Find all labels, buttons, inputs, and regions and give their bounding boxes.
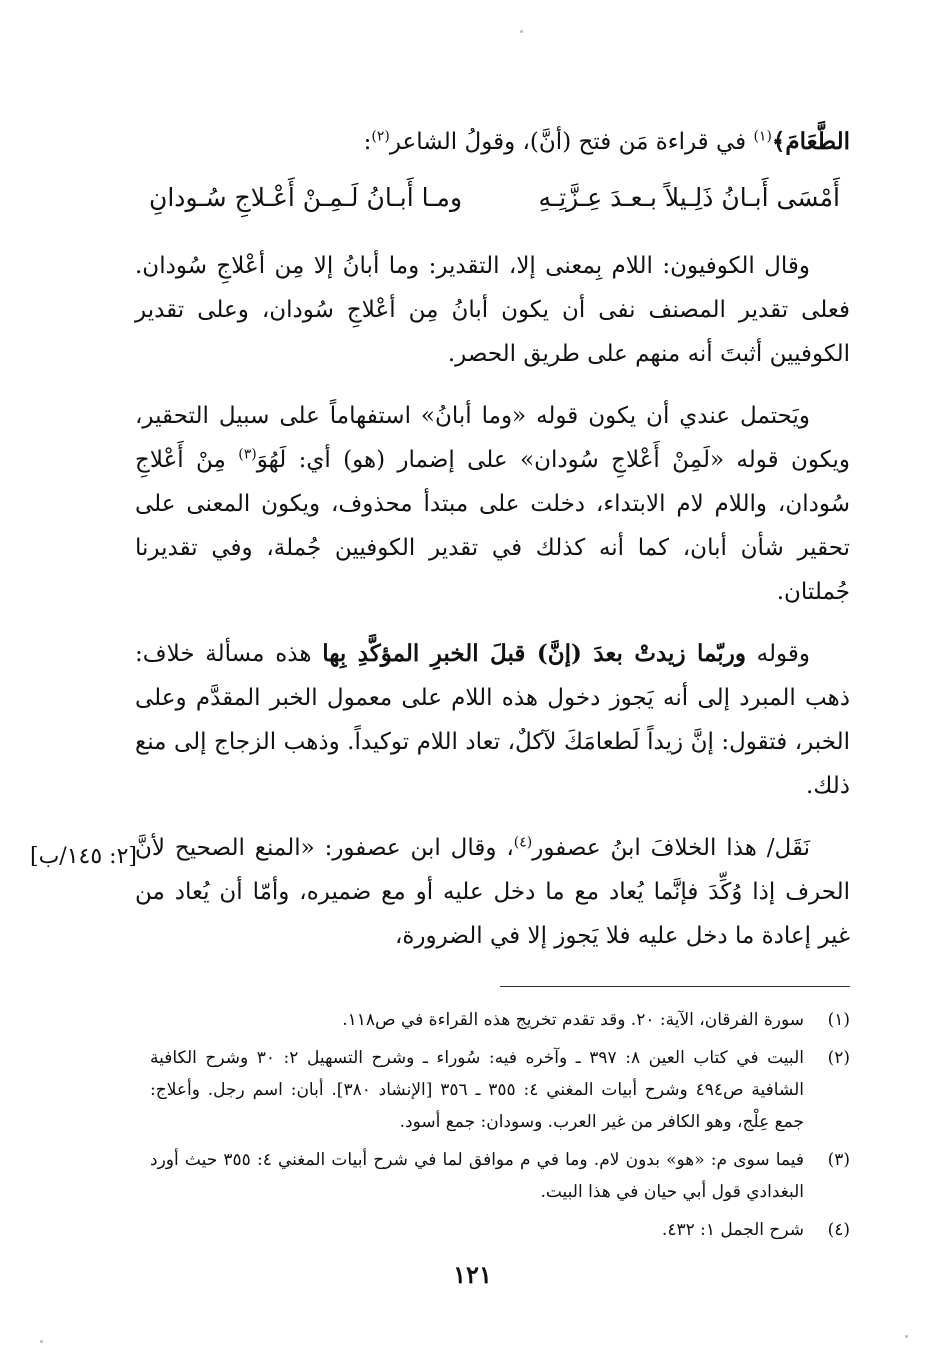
footnote-ref-3[interactable]: (٣): [238, 446, 257, 463]
scan-speck: [40, 1340, 43, 1343]
paragraph-yahtamil: [135, 394, 850, 614]
footnote-ref-4[interactable]: (٤): [513, 834, 533, 851]
yahtamil-text-1: ويَحتمل عندي أن يكون قوله «وما أبانُ» استفهاماً على سبيل التحقير، ويكون قوله «لَمِنْ أَعْلاجِ سُودان» على إضمار (هو) أي: لَهُوَ: [135, 403, 851, 473]
paragraph-wa-rubbama: [135, 632, 850, 808]
verse-first-hemistich: أَمْسَى أَبـانُ ذَلِـيلاً بـعـدَ عِـزَّتِـهِ: [538, 183, 840, 212]
manuscript-folio-marker: [٢: ١٤٥/ب]: [30, 844, 137, 869]
footnote-text: شرح الجمل ١: ٤٣٢.: [661, 1220, 804, 1240]
footnote-text: البيت في كتاب العين ٨: ٣٩٧ ـ وآخره فيه: سُوراء ـ وشرح التسهيل ٢: ٣٠ وشرح الكافية الشافية ص٤٩٤ وشرح أبيات المغني ٤: ٣٥٥ ـ ٣٥٦ [الإنشاد ٣٨٠]. أبان: اسم رجل. وأعلاج: جمع عِلْج، وهو الكافر من غير العرب. وسودان: جمع أسود.: [150, 1048, 805, 1132]
scan-speck: [905, 1335, 908, 1338]
footnote-3: [150, 1144, 850, 1208]
naql-text-2: ، وقال ابن عصفور: «المنع الصحيح لأنَّ الحرف إذا وُكِّدَ فإنَّما يُعاد مع ما دخل عليه أو مع ضميره، وأمّا أن يُعاد من غير إعادة ما دخل عليه فلا يَجوز إلا في الضرورة،: [135, 835, 850, 949]
opening-text: في قراءة مَن فتح (أنَّ)، وقولُ الشاعر: [389, 129, 754, 155]
yahtamil-text-2: مِنْ أَعْلاجِ سُودان، واللام لام الابتداء، دخلت على مبتدأ محذوف، ويكون المعنى على تحقير شأن أبان، كما أنه كذلك في تقدير الكوفيين جُملة، وفي تقديرنا جُملتان.: [135, 447, 850, 605]
page-number: ١٢١: [453, 1260, 492, 1289]
opening-colon: :: [363, 129, 372, 155]
main-text: [135, 120, 850, 958]
poetry-verse: [135, 170, 850, 226]
footnote-1: [150, 1004, 850, 1036]
quran-word: الطَّعَامَ﴾: [771, 128, 850, 155]
wa-rubbama-quote: وربّما زيدتْ بعدَ (إنَّ) قبلَ الخبرِ المؤكَّدِ بِها: [322, 640, 746, 667]
footnote-ref-1[interactable]: (١): [753, 128, 772, 145]
verse-second-hemistich: ومـا أَبـانُ لَـمِـنْ أَعْـلاجِ سُـودانِ: [149, 183, 463, 212]
paragraph-naql: [135, 826, 850, 958]
opening-line: [135, 120, 850, 164]
scan-speck: [520, 30, 523, 33]
footnote-text: سورة الفرقان، الآية: ٢٠. وقد تقدم تخريج هذه القراءة في ص١١٨.: [342, 1010, 804, 1030]
footnote-2: [150, 1042, 850, 1138]
footnote-number: (١): [827, 1010, 850, 1030]
footnote-number: (٢): [827, 1048, 850, 1068]
footnote-ref-2[interactable]: (٢): [371, 128, 390, 145]
footnote-number: (٤): [827, 1220, 850, 1240]
paragraph-kufiyyun: وقال الكوفيون: اللام بِمعنى إلا، التقدير: وما أبانُ إلا مِن أعْلاجِ سُودان. فعلى تقدير المصنف نفى أن يكون أبانُ مِن أعْلاجِ سُودان، وعلى تقدير الكوفيين أثبتَ أنه منهم على طريق الحصر.: [135, 253, 850, 367]
wa-rubbama-rest: هذه مسألة خلاف: ذهب المبرد إلى أنه يَجوز دخول هذه اللام على معمول الخبر المقدَّم وعلى الخبر، فتقول: إنَّ زيداً لَطعامَكَ لآكلٌ، تعاد اللام توكيداً. وذهب الزجاج إلى منع ذلك.: [135, 641, 850, 799]
footnote-text: فيما سوى م: «هو» بدون لام. وما في م موافق لما في شرح أبيات المغني ٤: ٣٥٥ حيث أورد البغدادي قول أبي حيان في هذا البيت.: [150, 1150, 804, 1202]
footnote-4: [150, 1214, 850, 1246]
footnotes: [150, 1004, 850, 1252]
footnote-number: (٣): [827, 1150, 850, 1170]
wa-rubbama-lead: وقوله: [745, 641, 810, 667]
naql-text-1: نَقَل/ هذا الخلافَ ابنُ عصفور: [532, 835, 810, 861]
footnote-separator: [500, 986, 850, 987]
